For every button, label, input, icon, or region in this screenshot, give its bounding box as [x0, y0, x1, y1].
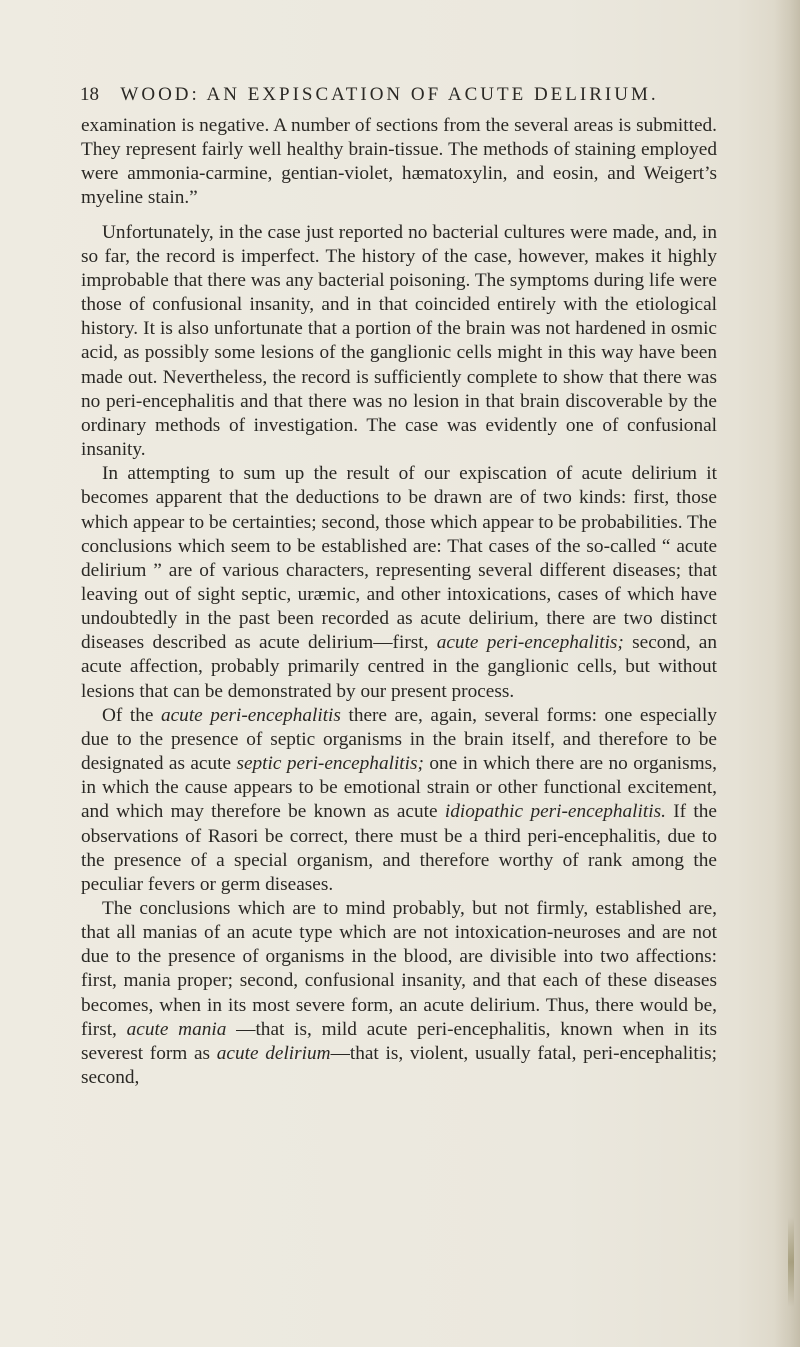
paragraph-5-italic-b: acute delirium	[216, 1042, 331, 1064]
page-number: 18	[80, 84, 99, 105]
paragraph-2-text: Unfortunately, in the case just reported no bacterial cultures were made, and, in so far, the record is imperfect. The history of the case, however, makes it highly improbable that there was any bacterial poisoning. The symptoms during life were those of confusional insanity, and in that coincided entirely with the etiological history. It is also unfortunate that a portion of the brain was not hardened in osmic acid, as possibly some lesions of the ganglionic cells might in this way have been made out. Nevertheless, the record is sufficiently complete to show that there was no peri-encephalitis and that there was no lesion in that brain discoverable by the ordinary methods of investigation. The case was evidently one of confusional insanity.	[81, 221, 717, 461]
paragraph-4-italic-b: septic peri-encephalitis;	[236, 753, 424, 775]
paragraph-5-text-c: —that is, violent, usually fatal, peri-encephalitis; second,	[81, 1042, 717, 1089]
paragraph-1-text: examination is negative. A number of sections from the several areas is submitted. They represent fairly well healthy brain-tissue. The methods of staining employed were ammonia-carmine, gentian-violet, hæmatoxylin, and eosin, and Weigert’s myeline stain.”	[81, 115, 717, 209]
paragraph-5-text-b: —that is, mild acute peri-encephalitis, known when in its severest form as	[81, 1018, 717, 1064]
page-edge-shadow	[774, 0, 800, 1347]
paragraph-3-text-b: second, an acute affection, probably primarily centred in the ganglionic cells, but without lesions that can be demonstrated by our present process.	[81, 632, 717, 702]
paragraph-4-italic-a: acute peri-encephalitis	[160, 704, 341, 726]
paragraph-4-text-d: If the observations of Rasori be correct, there must be a third peri-encephalitis, due to the presence of a special organism, and therefore worthy of rank among the peculiar fevers or germ diseases.	[81, 801, 717, 895]
paragraph-4-italic-c: idiopathic peri-encephalitis.	[444, 801, 666, 823]
paragraph-5-italic-a: acute mania	[126, 1018, 227, 1040]
paragraph-3	[81, 462, 717, 704]
running-title: WOOD: AN EXPISCATION OF ACUTE DELIRIUM.	[120, 84, 659, 105]
body-text	[81, 114, 717, 1090]
paragraph-5-text-a: The conclusions which are to mind probably, but not firmly, established are, that all manias of an acute type which are not intoxication-neuroses and are not due to the presence of organisms in the blood, are divisible into two affections: first, mania proper; second, confusional insanity, and that each of these diseases becomes, when in its most severe form, an acute delirium. Thus, there would be, first,	[81, 898, 717, 1040]
running-header	[80, 84, 740, 106]
paragraph-4	[81, 704, 717, 897]
paragraph-4-text-a: Of the	[102, 704, 161, 726]
paragraph-4-text-c: one in which there are no organisms, in which the cause appears to be emotional strain or other functional excitement, and which may therefore be known as acute	[81, 753, 717, 823]
page-edge-stain	[788, 1217, 794, 1307]
paragraph-1	[81, 114, 717, 211]
paragraph-3-text-a: In attempting to sum up the result of our expiscation of acute delirium it becomes apparent that the deductions to be drawn are of two kinds: first, those which appear to be certainties; second, those which appear to be probabilities. The conclusions which seem to be established are: That cases of the so-called “ acute delirium ” are of various characters, representing several different diseases; that leaving out of sight septic, uræmic, and other intoxications, cases of which have undoubtedly in the past been recorded as acute delirium, there are two distinct diseases described as acute delirium—first,	[81, 463, 717, 654]
paragraph-4-text-b: there are, again, several forms: one especially due to the presence of septic organisms in the brain itself, and therefore to be designated as acute	[81, 704, 717, 775]
paragraph-5	[81, 897, 717, 1090]
paragraph-3-italic-a: acute peri-encephalitis;	[436, 632, 624, 654]
paragraph-2	[81, 221, 717, 463]
